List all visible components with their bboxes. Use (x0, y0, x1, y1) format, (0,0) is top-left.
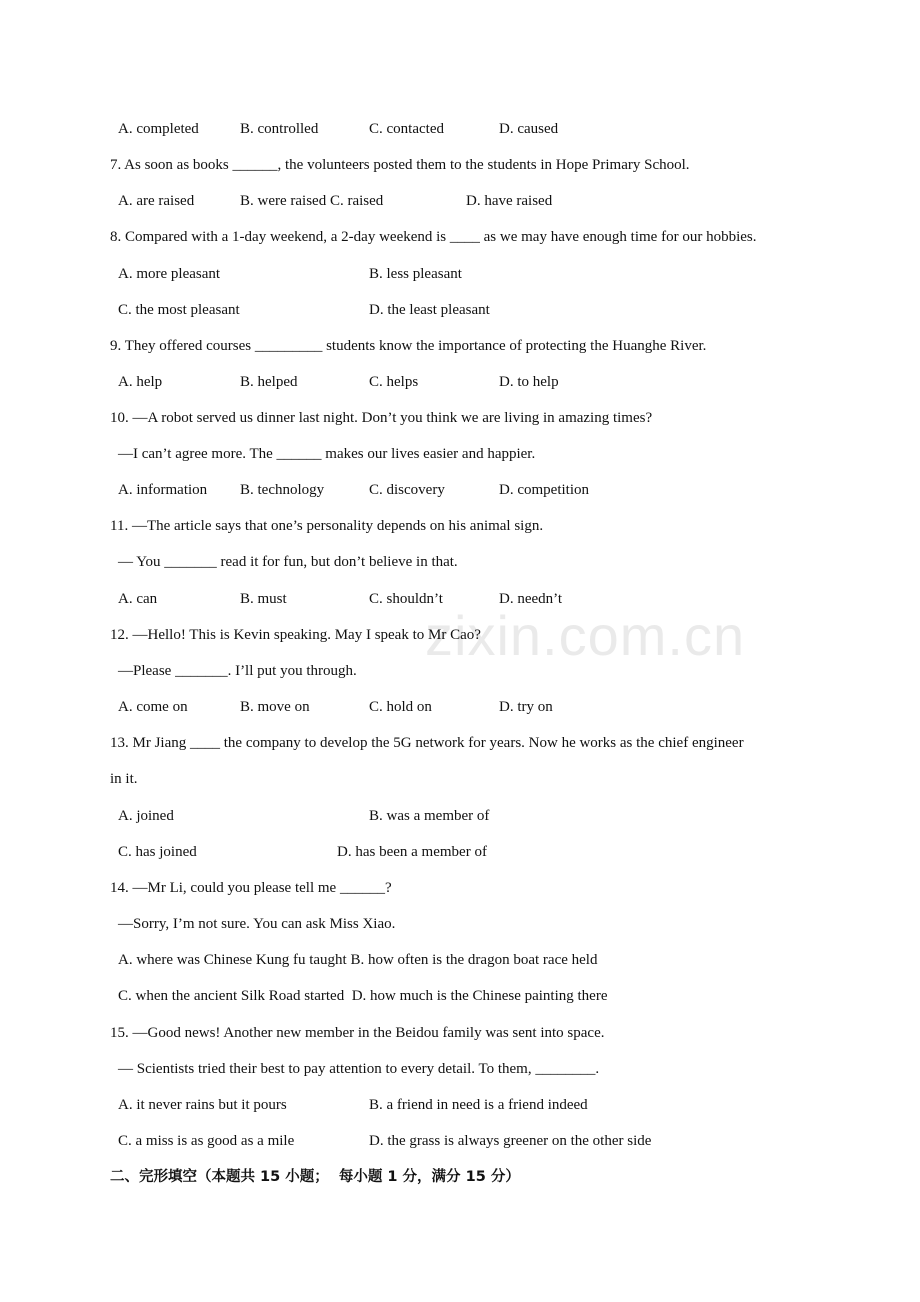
watermark: zixin.com.cn (425, 604, 746, 667)
q14-stem: 14. —Mr Li, could you please tell me ______? (110, 880, 392, 896)
q8-option-c: C. the most pleasant (118, 302, 240, 318)
q11-option-d: D. needn’t (499, 591, 563, 607)
q13-option-d: D. has been a member of (337, 844, 487, 860)
q10-option-d: D. competition (499, 482, 589, 498)
q13-stem: 13. Mr Jiang ____ the company to develop the 5G network for years. Now he works as the chief engineer (110, 735, 744, 751)
q15-option-c: C. a miss is as good as a mile (118, 1133, 295, 1149)
q11-option-a: A. can (118, 591, 158, 607)
q7-option-d: D. have raised (466, 193, 553, 209)
q9-option-c: C. helps (369, 374, 419, 390)
section-2-heading: 二、完形填空（本题共 15 小题； 每小题 1 分，满分 15 分） (110, 1169, 520, 1185)
q10-reply: —I can’t agree more. The ______ makes our lives easier and happier. (118, 446, 536, 462)
q6-option-a: A. completed (118, 121, 199, 137)
q13-option-c: C. has joined (118, 844, 197, 860)
q8-stem: 8. Compared with a 1-day weekend, a 2-day weekend is ____ as we may have enough time for our hobbies. (110, 229, 757, 245)
q8-option-b: B. less pleasant (369, 266, 462, 282)
q15-option-b: B. a friend in need is a friend indeed (369, 1097, 588, 1113)
q11-stem: 11. —The article says that one’s personality depends on his animal sign. (110, 518, 544, 534)
q9-option-d: D. to help (499, 374, 559, 390)
q6-option-d: D. caused (499, 121, 559, 137)
q12-option-a: A. come on (118, 699, 188, 715)
q15-stem: 15. —Good news! Another new member in the Beidou family was sent into space. (110, 1025, 605, 1041)
q12-option-b: B. move on (240, 699, 310, 715)
q14-options-ab: A. where was Chinese Kung fu taught B. how often is the dragon boat race held (118, 952, 598, 968)
q9-stem: 9. They offered courses _________ students know the importance of protecting the Huanghe River. (110, 338, 707, 354)
q7-option-a: A. are raised (118, 193, 195, 209)
q7-option-bc: B. were raised C. raised (240, 193, 384, 209)
q15-option-a: A. it never rains but it pours (118, 1097, 287, 1113)
q8-option-a: A. more pleasant (118, 266, 221, 282)
q12-option-c: C. hold on (369, 699, 432, 715)
q10-option-b: B. technology (240, 482, 325, 498)
q6-option-c: C. contacted (369, 121, 444, 137)
q10-option-c: C. discovery (369, 482, 445, 498)
q13-stem-continued: in it. (110, 771, 138, 787)
q13-option-a: A. joined (118, 808, 174, 824)
q11-option-b: B. must (240, 591, 287, 607)
q12-reply: —Please _______. I’ll put you through. (118, 663, 357, 679)
q14-reply: —Sorry, I’m not sure. You can ask Miss Xiao. (118, 916, 396, 932)
q8-option-d: D. the least pleasant (369, 302, 490, 318)
q14-options-cd: C. when the ancient Silk Road started D. how much is the Chinese painting there (118, 988, 608, 1004)
q10-option-a: A. information (118, 482, 208, 498)
q11-option-c: C. shouldn’t (369, 591, 443, 607)
q9-option-a: A. help (118, 374, 163, 390)
q10-stem: 10. —A robot served us dinner last night. Don’t you think we are living in amazing times? (110, 410, 653, 426)
q12-option-d: D. try on (499, 699, 553, 715)
q15-option-d: D. the grass is always greener on the other side (369, 1133, 652, 1149)
q11-reply: — You _______ read it for fun, but don’t believe in that. (118, 554, 458, 570)
q6-option-b: B. controlled (240, 121, 319, 137)
q15-reply: — Scientists tried their best to pay attention to every detail. To them, ________. (118, 1061, 600, 1077)
q7-stem: 7. As soon as books ______, the volunteers posted them to the students in Hope Primary School. (110, 157, 690, 173)
q12-stem: 12. —Hello! This is Kevin speaking. May I speak to Mr Cao? (110, 627, 481, 643)
q13-option-b: B. was a member of (369, 808, 490, 824)
q9-option-b: B. helped (240, 374, 298, 390)
